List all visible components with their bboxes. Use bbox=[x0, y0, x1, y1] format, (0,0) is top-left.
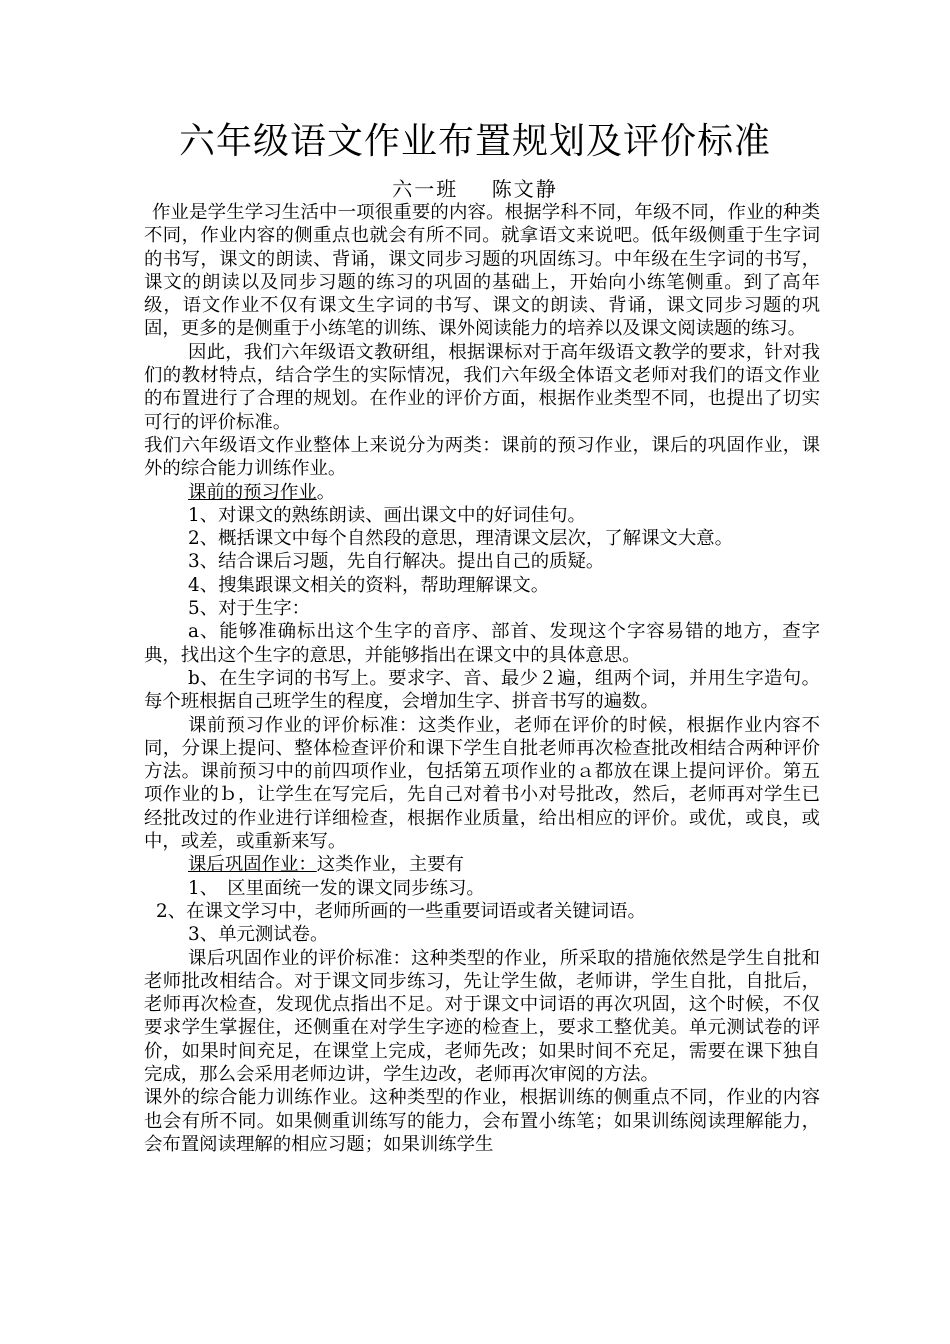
list-item: 2、概括课文中每个自然段的意思，理清课文层次，了解课文大意。 bbox=[188, 528, 734, 550]
section-heading-consolidation bbox=[144, 853, 820, 876]
document-title: 六年级语文作业布置规划及评价标准 bbox=[178, 121, 771, 162]
document-author: 六一班 陈文静 bbox=[392, 177, 558, 201]
consolidation-heading-text: 课后巩固作业： bbox=[188, 854, 317, 876]
list-item: 1、对课文的熟练朗读、画出课文中的好词佳句。 bbox=[188, 504, 586, 526]
paragraph-consolidation-evaluation: 课后巩固作业的评价标准：这种类型的作业，所采取的措施依然是学生自批和老师批改相结合。对于课文同步练习，先让学生做，老师讲，学生自批，自批后，老师再次检查，发现优点指出不足。对于课文中词语的再次巩固，这个时候，不仅要求学生掌握住，还侧重在对学生字迹的检查上，要求工整优美。单元测试卷的评价，如果时间充足，在课堂上完成，老师先改；如果时间不充足，需要在课下独自完成，那么会采用老师边讲，学生边改，老师再次审阅的方法。 bbox=[144, 947, 820, 1085]
paragraph-categories: 我们六年级语文作业整体上来说分为两类：课前的预习作业，课后的巩固作业，课外的综合能力训练作业。 bbox=[144, 434, 820, 480]
sub-list-item: b、在生字词的书写上。要求字、音、最少２遍，组两个词，并用生字造句。每个班根据自己班学生的程度，会增加生字、拼音书写的遍数。 bbox=[144, 667, 820, 713]
section-heading-preview bbox=[144, 481, 820, 504]
preview-heading-suffix: 。 bbox=[316, 481, 336, 503]
paragraph-planning: 因此，我们六年级语文教研组，根据课标对于高年级语文教学的要求，针对我们的教材特点，结合学生的实际情况，我们六年级全体语文老师对我们的语文作业的布置进行了合理的规划。在作业的评价方面，根据作业类型不同，也提出了切实可行的评价标准。 bbox=[144, 341, 820, 433]
preview-heading-text: 课前的预习作业 bbox=[188, 481, 317, 503]
paragraph-intro: 作业是学生学习生活中一项很重要的内容。根据学科不同，年级不同，作业的种类不同，作业内容的侧重点也就会有所不同。就拿语文来说吧。低年级侧重于生字词的书写，课文的朗读、背诵，课文同步习题的巩固练习。中年级在生字词的书写，课文的朗读以及同步习题的练习的巩固的基础上，开始向小练笔侧重。到了高年级，语文作业不仅有课文生字词的书写、课文的朗读、背诵，课文同步习题的巩固，更多的是侧重于小练笔的训练、课外阅读能力的培养以及课文阅读题的练习。 bbox=[144, 202, 820, 340]
paragraph-preview-evaluation: 课前预习作业的评价标准：这类作业，老师在评价的时候，根据作业内容不同，分课上提问、整体检查评价和课下学生自批老师再次检查批改相结合两种评价方法。课前预习中的前四项作业，包括第五项作业的ａ都放在课上提问评价。第五项作业的ｂ，让学生在写完后，先自己对着书小对号批改，然后，老师再对学生已经批改过的作业进行详细检查，根据作业质量，给出相应的评价。或优，或良，或中，或差，或重新来写。 bbox=[144, 714, 820, 853]
document-body bbox=[144, 201, 820, 1156]
list-item: 2、在课文学习中，老师所画的一些重要词语或者关键词语。 bbox=[156, 900, 646, 922]
consolidation-heading-suffix: 这类作业，主要有 bbox=[316, 854, 464, 876]
list-item: 3、结合课后习题，先自行解决。提出自己的质疑。 bbox=[188, 551, 605, 573]
list-item: 1、 区里面统一发的课文同步练习。 bbox=[188, 877, 485, 899]
list-item: 5、对于生字： bbox=[188, 598, 311, 620]
list-item: 4、搜集跟课文相关的资料，帮助理解课文。 bbox=[188, 574, 550, 596]
paragraph-extracurricular: 课外的综合能力训练作业。这种类型的作业，根据训练的侧重点不同，作业的内容也会有所不同。如果侧重训练写的能力，会布置小练笔；如果训练阅读理解能力，会布置阅读理解的相应习题；如果训练学生 bbox=[144, 1087, 820, 1155]
list-item: 3、单元测试卷。 bbox=[188, 924, 329, 946]
sub-list-item: a、能够准确标出这个生字的音序、部首、发现这个字容易错的地方，查字典，找出这个生字的意思，并能够指出在课文中的具体意思。 bbox=[144, 621, 820, 666]
